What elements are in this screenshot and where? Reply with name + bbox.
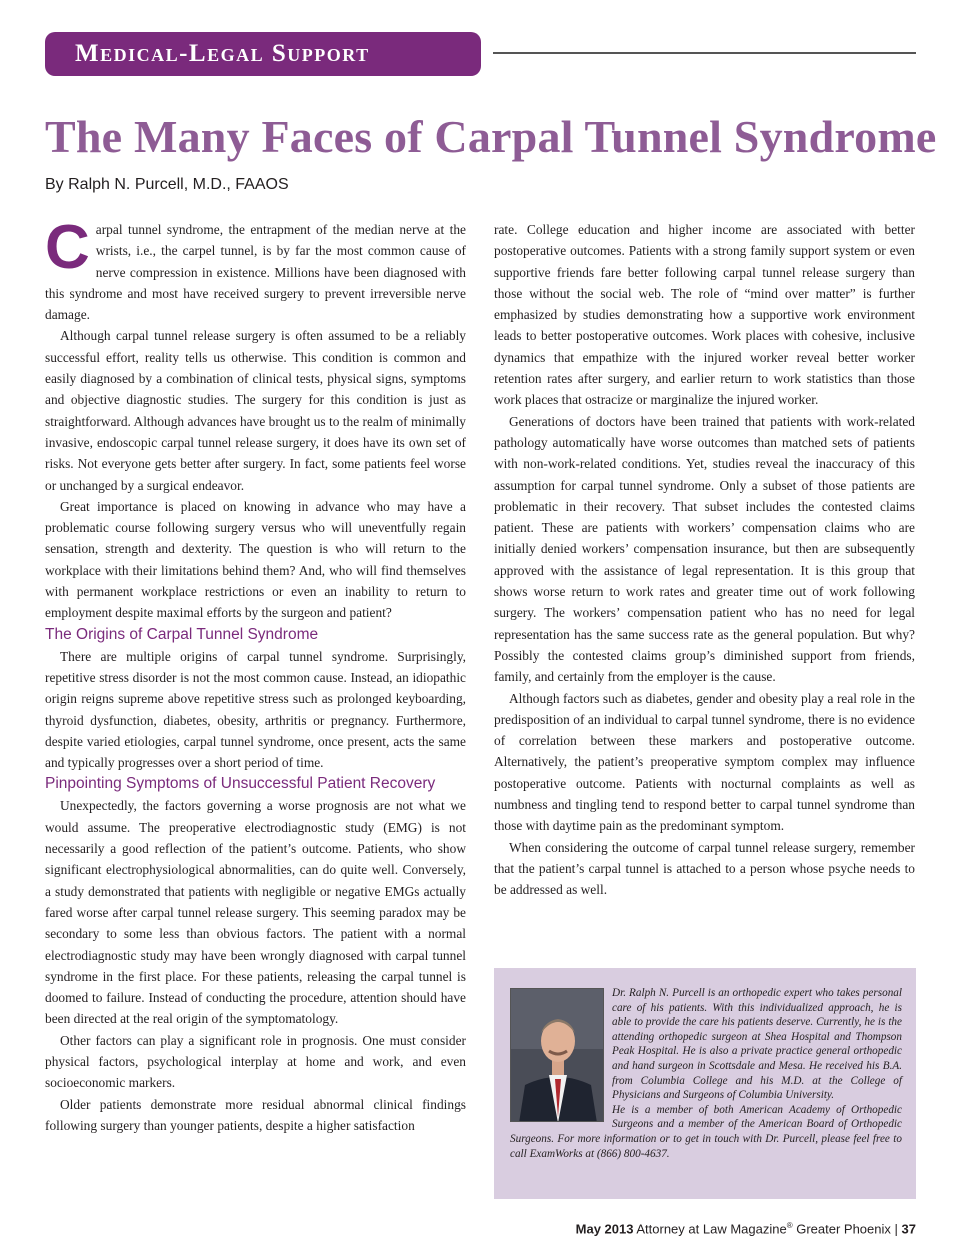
- top-rule: [493, 52, 916, 54]
- author-bio-text: [510, 986, 902, 1161]
- intro-paragraph: [45, 213, 466, 325]
- byline: By Ralph N. Purcell, M.D., FAAOS: [45, 176, 289, 193]
- subheading-symptoms: Pinpointing Symptoms of Unsuccessful Patient Recovery: [45, 775, 436, 793]
- body-paragraph: Great importance is placed on knowing in advance who may have a problematic course following surgery versus who will uneventfully regain sensation, strength and dexterity. The question is who will return to the workplace with their limitations behind them? And, who will find themselves with permanent workplace restrictions or even an inability to return to employment despite maximal efforts by the surgeon and patient?: [45, 498, 466, 621]
- footer-page-number: 37: [901, 1221, 916, 1237]
- body-paragraph: Generations of doctors have been trained that patients with work-related pathology automatically have worse outcomes than matched sets of patients with non-work-related conditions. Yet, studies reveal the inaccuracy of this assumption for carpal tunnel syndrome. Only a subset of those patients are problematic in their recovery. That subset includes the contested claims patient. These are patients with workers’ compensation claims who are initially denied workers’ compensation insurance, but then are subsequently approved with the assistance of legal representation. It is this group that shows worse return to work rates and greater time out of work following surgery. The workers’ compensation patient who has no need for legal representation has the same success rate as the general population. But why? Possibly the contested claims group’s diminished support from friends, family, and certainly from the employer is the cause.: [494, 413, 915, 685]
- photo-spacer: [510, 986, 612, 1124]
- bio-paragraph: Dr. Ralph N. Purcell is an orthopedic expert who takes personal care of his patients. With this individualized approach, he is able to provide the care his patients deserve. Currently, he is the attending orthopedic surgeon at Shea Hospital and Thompson Peak Hospital. He is also a private practice general orthopedic and hand surgeon in Scottsdale and Mesa. He received his B.A. from Columbia College and his M.D. at the College of Physicians and Surgeons of Columbia University.: [612, 987, 902, 1102]
- body-paragraph: Older patients demonstrate more residual abnormal clinical findings following surgery than younger patients, despite a higher satisfaction: [45, 1096, 466, 1133]
- article-title: The Many Faces of Carpal Tunnel Syndrome: [45, 111, 937, 162]
- author-bio-box: [494, 968, 916, 1199]
- body-paragraph: rate. College education and higher income are associated with better postoperative outcomes. Patients with a strong family support system or even supportive friends fare better following carpal tunnel release surgery than those without the social web. The role of “mind over matter” is further emphasized by studies demonstrating how a supportive work environment leads to better postoperative outcomes. Work places with cohesive, inclusive dynamics that empathize with the injured worker reveal better worker retention rates after surgery, and earlier return to work statistics than those work places that ostracize or marginalize the injured worker.: [494, 222, 915, 408]
- footer-publication: Attorney at Law Magazine: [636, 1221, 787, 1237]
- right-column: [494, 219, 915, 901]
- page-footer: [576, 1221, 916, 1236]
- body-paragraph: Although factors such as diabetes, gender and obesity play a real role in the predisposition of an individual to carpal tunnel syndrome, there is no evidence of correlation between these markers and postoperative outcome. Alternatively, the patient’s preoperative symptom complex may influence postoperative outcome. Patients with nocturnal complaints as well as numbness and tingling tend to respond better to carpal tunnel syndrome than those with daytime pain as the predominant symptom.: [494, 690, 915, 834]
- subheading-origins: The Origins of Carpal Tunnel Syndrome: [45, 625, 319, 643]
- body-paragraph: When considering the outcome of carpal tunnel release surgery, remember that the patient’s carpal tunnel is attached to a person whose psyche needs to be addressed as well.: [494, 839, 915, 898]
- intro-text: arpal tunnel syndrome, the entrapment of the median nerve at the wrists, i.e., the carpel tunnel, is by far the most common cause of nerve compression in existence. Millions have been diagnosed with this syndrome and most have received surgery to prevent irreversible nerve damage.: [45, 222, 466, 323]
- footer-trademark: ®: [786, 1221, 793, 1230]
- footer-separator: |: [894, 1221, 898, 1237]
- drop-cap: C: [45, 213, 90, 282]
- footer-edition: Greater Phoenix: [796, 1221, 891, 1237]
- bio-paragraph: He is a member of both American Academy of Orthopedic Surgeons and a member of the American Board of Orthopedic Surgeons. For more information or to get in touch with Dr. Purcell, please feel free to call ExamWorks at (866) 800-4637.: [510, 1103, 902, 1160]
- body-paragraph: Unexpectedly, the factors governing a worse prognosis are not what we would assume. The preoperative electrodiagnostic study (EMG) is not necessarily a good reflection of the patient’s outcome. Patients, who show significant electrophysiological abnormalities, can do quite well. Conversely, a study demonstrated that patients with negligible or negative EMGs actually fared worse after carpal tunnel release surgery. This seeming paradox may be secondary to some less than obvious factors. The patient with a normal electrodiagnostic study may have been wrongly diagnosed with carpal tunnel syndrome in the first place. For these patients, releasing the carpal tunnel is doomed to failure. Instead of conducting the procedure, attention should have been directed at the real origin of the symptomatology.: [45, 798, 466, 1027]
- body-paragraph: Other factors can play a significant role in prognosis. One must consider physical factors, psychological interplay at home and work, and even socioeconomic markers.: [45, 1032, 466, 1091]
- body-paragraph: There are multiple origins of carpal tunnel syndrome. Surprisingly, repetitive stress disorder is not the most common cause. Instead, an idiopathic origin reigns supreme above repetitive stress such as prolonged keyboarding, thyroid dysfunction, diabetes, obesity, arthritis or pregnancy. Furthermore, despite varied etiologies, carpal tunnel syndrome, once present, acts the same and typically progresses over a short period of time.: [45, 648, 466, 771]
- left-column: [45, 213, 466, 1136]
- section-label: Medical-Legal Support: [45, 32, 481, 76]
- body-paragraph: Although carpal tunnel release surgery is often assumed to be a reliably successful effort, reality tells us otherwise. This condition is common and easily diagnosed by a combination of clinical tests, physical signs, symptoms and objective diagnostic studies. The surgery for this condition is just as straightforward. Although advances have brought us to the realm of minimally invasive, endoscopic carpal tunnel release surgery, it does have its own set of risks. Not everyone gets better after surgery. In fact, some patients feel worse or unchanged by a surgical endeavor.: [45, 328, 466, 493]
- footer-date: May 2013: [575, 1221, 634, 1237]
